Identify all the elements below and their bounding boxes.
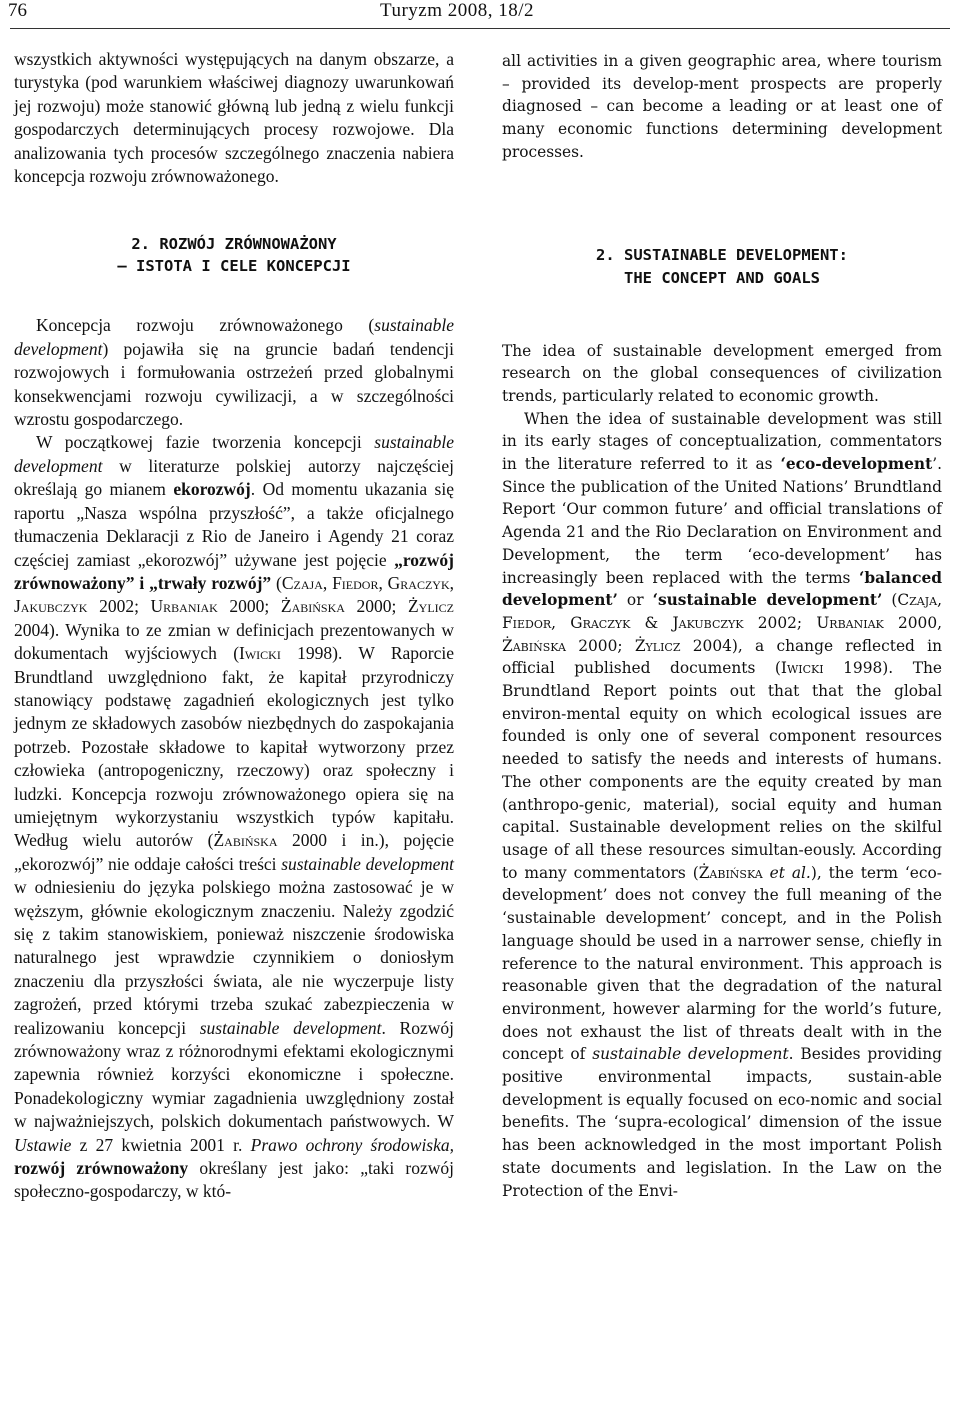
english-column (502, 50, 942, 1202)
polish-column (14, 48, 454, 1204)
english-section-heading (502, 244, 942, 290)
page-header (0, 0, 960, 28)
header-rule (10, 28, 950, 29)
english-paragraph-1: The idea of sustainable development emerged from research on the global consequences of civilization trends, particularly related to economic growth. (502, 341, 942, 405)
polish-heading-line-2: – ISTOTA I CELE KONCEPCJI (117, 257, 351, 276)
polish-paragraph-2: W początkowej fazie tworzenia koncepcji sustainable development w literaturze polskiej autorzy najczęściej określają go mianem ekorozwój. Od momentu ukazania się raportu „Nasza wspólna przyszłość”, a także oficjalnego tłumaczenia Deklaracji z Rio de Janeiro i Agendy 21 coraz częściej zamiast „ekorozwój” używane jest pojęcie „rozwój zrównoważony” i „trwały rozwój” (Czaja, Fiedor, Graczyk, Jakubczyk 2002; Urbaniak 2000; Żabińska 2000; Żylicz 2004). Wynika to ze zmian w definicjach prezentowanych w dokumentach wyjściowych (Iwicki 1998). W Raporcie Brundtland uwzględniono fakt, że kapitał przyrodniczy stanowiący podstawę zagadnień ekologicznych jest tylko jednym ze składowych zasobów niezbędnych do zaspokajania potrzeb. Pozostałe składowe to kapitał wytworzony przez człowieka (antropogeniczny, rzeczowy) oraz społeczny i ludzki. Koncepcja rozwoju zrównoważonego opiera się na umiejętnym wykorzystaniu wszystkich typów kapitału. Według wielu autorów (Żabińska 2000 i in.), pojęcie „ekorozwój” nie oddaje całości treści sustainable development w odniesieniu do języka polskiego można zastosować je w węższym, głównie ekologicznym znaczeniu. Należy zgodzić się z takim stanowiskiem, ponieważ niszczenie środowiska naturalnego jest wprawdzie czynnikiem o doniosłym znaczeniu dla przyszłości świata, ale nie wyczerpuje listy zagrożeń, przed którymi trzeba szukać zabezpieczenia w realizowaniu koncepcji sustainable development. Rozwój zrównoważony wraz z różnorodnymi efektami ekologicznymi zapewnia również korzyści ekonomiczne i społeczne. Ponadekologiczny wymiar zagadnienia uwzględniony został w najważniejszych, polskich dokumentach państwowych. W Ustawie z 27 kwietnia 2001 r. Prawo ochrony środowiska, rozwój zrównoważony określany jest jako: „taki rozwój społeczno-gospodarczy, w któ- (14, 432, 455, 1202)
journal-title: Turyzm 2008, 18/2 (380, 0, 535, 21)
polish-paragraph-1: Koncepcja rozwoju zrównoważonego (sustainable development) pojawiła się na gruncie badań tendencji rozwojowych i formułowania ostrzeżeń przed globalnymi konsekwencjami rozwoju cywilizacji, a w szczególności wzrostu gospodarczego. (14, 315, 454, 430)
english-paragraph-2: When the idea of sustainable development was still in its early stages of conceptualization, commentators in the literature referred to it as ‘eco-development’. Since the publication of the United Nations’ Brundtland Report ‘Our common future’ and official translations of Agenda 21 and the Rio Declaration on Environment and Development, the term ‘eco-development’ has increasingly been replaced with the terms ‘balanced development’ or ‘sustainable development’ (Czaja, Fiedor, Graczyk & Jakubczyk 2002; Urbaniak 2000, Żabińska 2000; Żylicz 2004), a change reflected in official published documents (Iwicki 1998). The Brundtland Report points out that that the global environ-mental equity on which ecological issues are founded is only one of several component resources needed to satisfy the needs and interests of humans. The other components are the equity created by man (anthropo-genic, material), social equity and human capital. Sustainable development relies on the skilful usage of all these resources simultan-eously. According to many commentators (Żabińska et al.), the term ‘eco-development’ does not convey the full meaning of the ‘sustainable development’ concept, and in the Polish language should be used in a narrower sense, chiefly in reference to the natural environment. This approach is reasonable given that the degradation of the natural environment, however alarming for the world’s future, does not exhaust the list of threats dealt with in the concept of sustainable development. Besides providing positive environmental impacts, sustain-able development is equally focused on eco-nomic and social benefits. The ‘supra-ecological’ dimension of the issue has been acknowledged in the most important Polish state documents and legislation. In the Law on the Protection of the Envi- (502, 409, 943, 1200)
english-intro-paragraph: all activities in a given geographic area, where tourism – provided its develop-ment prospects are properly diagnosed – can become a leading or at least one of many economic functions determining development processes. (502, 52, 942, 161)
polish-heading-line-1: 2. ROZWÓJ ZRÓWNOWAŻONY (131, 235, 337, 254)
english-heading-line-2: THE CONCEPT AND GOALS (624, 268, 820, 287)
english-heading-line-1: 2. SUSTAINABLE DEVELOPMENT: (596, 245, 848, 264)
page-number: 76 (8, 0, 27, 21)
polish-intro-paragraph: wszystkich aktywności występujących na danym obszarze, a turystyka (pod warunkiem właściwej diagnozy uwarunkowań jej rozwoju) może stanowić główną lub jedną z wielu funkcji gospodarczych determinujących procesy rozwojowe. Dla analizowania tych procesów szczególnego znaczenia nabiera koncepcja rozwoju zrównoważonego. (14, 49, 454, 187)
polish-section-heading (14, 233, 454, 277)
